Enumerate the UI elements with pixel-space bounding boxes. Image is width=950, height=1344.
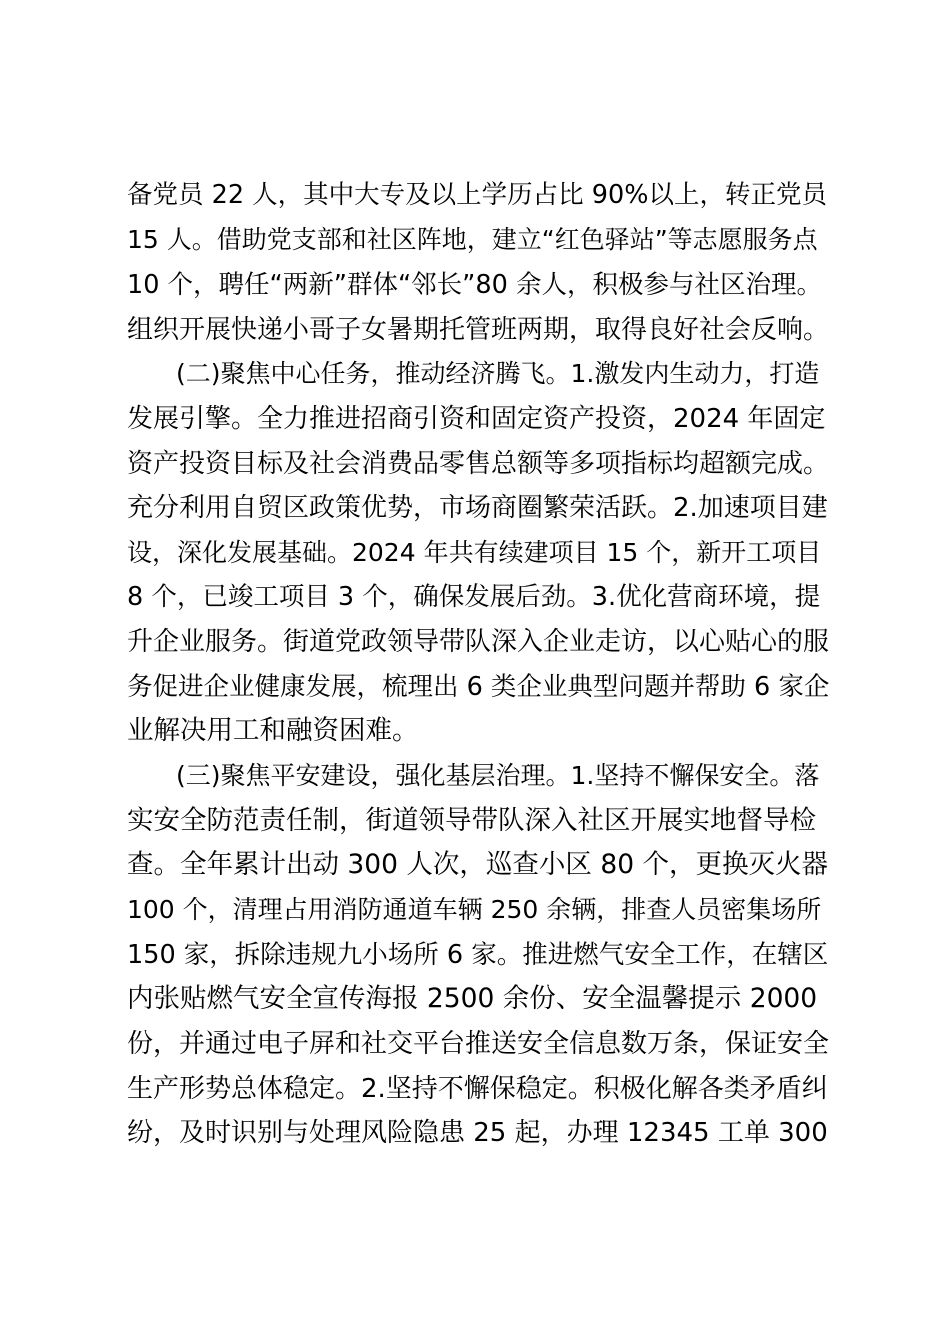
text-line: 组织开展快递小哥子女暑期托管班两期，取得良好社会反响。 [127, 315, 830, 345]
text-line-section-2-heading: (二)聚焦中心任务，推动经济腾飞。1.激发内生动力，打造 [176, 359, 820, 388]
text-line: 15 人。借助党支部和社区阵地，建立“红色驿站”等志愿服务点 [127, 225, 818, 254]
text-line: 生产形势总体稳定。2.坚持不懈保稳定。积极化解各类矛盾纠 [127, 1074, 828, 1104]
text-line: 150 家，拆除违规九小场所 6 家。推进燃气安全工作，在辖区 [127, 940, 829, 970]
text-line: 10 个，聘任“两新”群体“邻长”80 余人，积极参与社区治理。 [127, 270, 822, 300]
text-line: 实安全防范责任制，街道领导带队深入社区开展实地督导检 [127, 805, 816, 836]
text-line: 资产投资目标及社会消费品零售总额等多项指标均超额完成。 [127, 449, 830, 479]
text-line: 充分利用自贸区政策优势，市场商圈繁荣活跃。2.加速项目建 [127, 493, 828, 523]
text-line: 份，并通过电子屏和社交平台推送安全信息数万条，保证安全 [127, 1029, 830, 1059]
text-line-section-3-heading: (三)聚焦平安建设，强化基层治理。1.坚持不懈保安全。落 [176, 761, 820, 790]
text-line: 纷，及时识别与处理风险隐患 25 起，办理 12345 工单 300 [127, 1118, 828, 1148]
text-line: 8 个，已竣工项目 3 个，确保发展后劲。3.优化营商环境，提 [127, 582, 821, 612]
text-line: 业解决用工和融资困难。 [127, 715, 419, 746]
text-line: 发展引擎。全力推进招商引资和固定资产投资，2024 年固定 [127, 404, 826, 434]
text-line: 设，深化发展基础。2024 年共有续建项目 15 个，新开工项目 [127, 538, 822, 567]
text-line: 内张贴燃气安全宣传海报 2500 余份、安全温馨提示 2000 [127, 983, 818, 1014]
text-line: 100 个，清理占用消防通道车辆 250 余辆，排查人员密集场所 [127, 895, 822, 924]
text-line: 升企业服务。街道党政领导带队深入企业走访，以心贴心的服 [127, 627, 830, 657]
text-line: 查。全年累计出动 300 人次，巡查小区 80 个，更换灭火器 [127, 849, 828, 880]
text-line: 务促进企业健康发展，梳理出 6 类企业典型问题并帮助 6 家企 [127, 672, 830, 702]
text-line: 备党员 22 人，其中大专及以上学历占比 90%以上，转正党员 [127, 180, 827, 210]
